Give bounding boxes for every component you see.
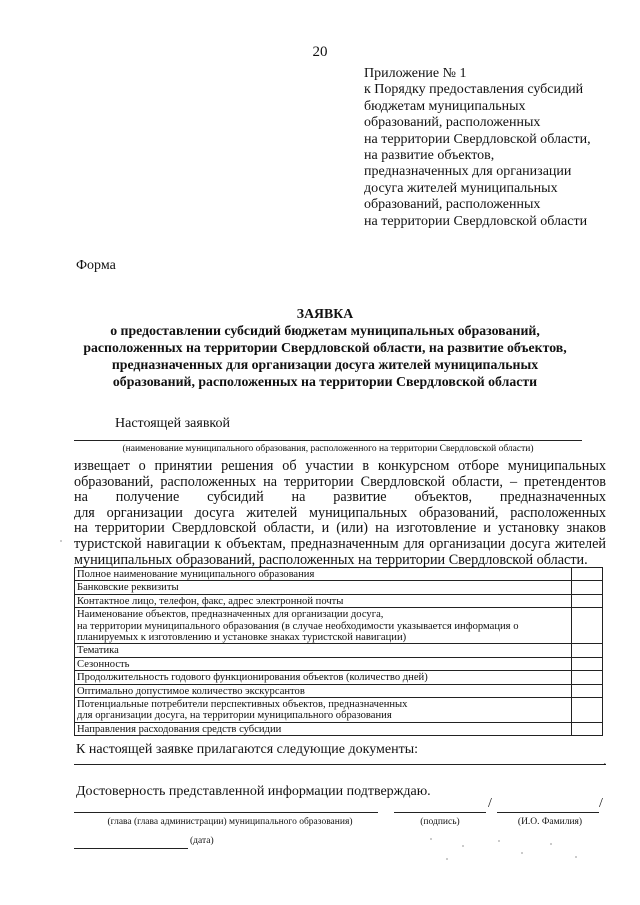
table-label-cell bbox=[75, 684, 572, 697]
appendix-line: досуга жителей муниципальных bbox=[364, 180, 558, 196]
appendix-line: предназначенных для организации bbox=[364, 164, 572, 180]
table-label-cell bbox=[75, 644, 572, 657]
table-row bbox=[75, 657, 603, 670]
scan-speck bbox=[430, 838, 432, 840]
cell-text: Потенциальные потребители перспективных объектов, предназначенных bbox=[77, 699, 408, 711]
cell-text: Оптимально допустимое количество экскурсантов bbox=[77, 685, 305, 697]
appendix-block bbox=[364, 66, 634, 230]
table-label-cell bbox=[75, 722, 572, 735]
appendix-line: на территории Свердловской области, bbox=[364, 131, 591, 147]
appendix-line: бюджетам муниципальных bbox=[364, 98, 526, 114]
cell-text: на территории муниципального образования (в случае необходимости указывается информация о bbox=[77, 620, 519, 632]
head-caption: (глава (глава администрации) муниципального образования) bbox=[107, 817, 353, 827]
table-label-cell bbox=[75, 594, 572, 607]
table-value-cell[interactable] bbox=[572, 594, 603, 607]
table-value-cell[interactable] bbox=[572, 608, 603, 644]
appendix-line: на территории Свердловской области bbox=[364, 213, 588, 229]
scan-speck bbox=[462, 845, 464, 847]
document-title bbox=[60, 305, 590, 390]
cell-text: Банковские реквизиты bbox=[77, 582, 179, 594]
title-line: о предоставлении субсидий бюджетам муниципальных образований, bbox=[110, 323, 540, 338]
scan-speck bbox=[60, 540, 62, 542]
signature-caption: (подпись) bbox=[420, 817, 460, 827]
signature-line[interactable] bbox=[394, 812, 486, 813]
paragraph-line: для организации досуга жителей муниципальных образований, расположенных bbox=[74, 504, 606, 521]
date-line[interactable] bbox=[74, 848, 188, 849]
head-signature-line[interactable] bbox=[74, 812, 378, 813]
table-label-cell bbox=[75, 608, 572, 644]
paragraph-line: на территории Свердловской области, и (или) на изготовление и установку знаков bbox=[74, 520, 606, 537]
table-value-cell[interactable] bbox=[572, 684, 603, 697]
page-number: 20 bbox=[312, 44, 328, 60]
table-value-cell[interactable] bbox=[572, 568, 603, 581]
cell-text: Тематика bbox=[77, 645, 119, 657]
paragraph-line: образований, расположенных на территории Свердловской области, – претендентов bbox=[74, 473, 606, 490]
appendix-line: к Порядку предоставления субсидий bbox=[364, 82, 584, 98]
paragraph-line: туристской навигации к объектам, предназначенным для организации досуга жителей bbox=[74, 535, 606, 552]
municipality-name-line bbox=[74, 440, 582, 441]
municipality-name-caption: (наименование муниципального образования, расположенного на территории Свердловской области) bbox=[122, 444, 534, 454]
table-label-cell bbox=[75, 581, 572, 594]
table-row bbox=[75, 581, 603, 594]
table-value-cell[interactable] bbox=[572, 657, 603, 670]
table-label-cell bbox=[75, 657, 572, 670]
body-paragraph bbox=[74, 459, 606, 568]
form-label: Форма bbox=[76, 258, 116, 273]
full-name-line[interactable] bbox=[497, 812, 599, 813]
cell-text: Контактное лицо, телефон, факс, адрес электронной почты bbox=[77, 595, 344, 607]
application-info-table bbox=[74, 567, 603, 736]
appendix-line: на развитие объектов, bbox=[364, 148, 495, 164]
table-label-cell bbox=[75, 568, 572, 581]
cell-text: Полное наименование муниципального образования bbox=[77, 569, 315, 580]
table-row bbox=[75, 722, 603, 735]
appendix-line: образований, расположенных bbox=[364, 197, 541, 213]
title-heading: ЗАЯВКА bbox=[296, 306, 354, 321]
scan-speck bbox=[550, 843, 552, 845]
cell-text: планируемых к изготовлению и установке знаках туристской навигации) bbox=[77, 632, 407, 644]
table-row bbox=[75, 671, 603, 684]
scan-speck bbox=[446, 858, 448, 860]
attachments-line[interactable] bbox=[74, 764, 606, 765]
table-row bbox=[75, 644, 603, 657]
scan-speck bbox=[498, 840, 500, 842]
table-label-cell bbox=[75, 671, 572, 684]
intro-text: Настоящей заявкой bbox=[115, 416, 231, 431]
paragraph-line: на получение субсидий на развитие объектов, предназначенных bbox=[74, 489, 606, 506]
table-row bbox=[75, 698, 603, 723]
cell-text: Наименование объектов, предназначенных для организации досуга, bbox=[77, 609, 384, 621]
title-line: образований, расположенных на территории Свердловской области bbox=[112, 374, 538, 389]
table-row bbox=[75, 594, 603, 607]
cell-text: Продолжительность годового функционирования объектов (количество дней) bbox=[77, 672, 428, 684]
table-label-cell bbox=[75, 698, 572, 723]
title-line: предназначенных для организации досуга жителей муниципальных bbox=[111, 357, 539, 372]
signature-slash: / bbox=[488, 796, 492, 811]
table-value-cell[interactable] bbox=[572, 698, 603, 723]
table-value-cell[interactable] bbox=[572, 644, 603, 657]
table-value-cell[interactable] bbox=[572, 722, 603, 735]
table-value-cell[interactable] bbox=[572, 671, 603, 684]
attachments-line-end: . bbox=[603, 754, 607, 769]
scan-speck bbox=[521, 852, 523, 854]
attachments-label: К настоящей заявке прилагаются следующие документы: bbox=[76, 742, 418, 757]
cell-text: Направления расходования средств субсидии bbox=[77, 723, 282, 735]
cell-text: для организации досуга, на территории муниципального образования bbox=[77, 710, 392, 722]
confirmation-text: Достоверность представленной информации подтверждаю. bbox=[76, 784, 431, 799]
paragraph-line: извещает о принятии решения об участии в конкурсном отборе муниципальных bbox=[74, 458, 606, 474]
paragraph-line: муниципальных образований, расположенных на территории Свердловской области. bbox=[74, 551, 588, 568]
title-line: расположенных на территории Свердловской области, на развитие объектов, bbox=[83, 340, 567, 355]
appendix-line: образований, расположенных bbox=[364, 115, 541, 131]
full-name-slash: / bbox=[599, 796, 603, 811]
cell-text: Сезонность bbox=[77, 658, 130, 670]
date-caption: (дата) bbox=[190, 836, 214, 846]
table-row bbox=[75, 568, 603, 581]
appendix-line: Приложение № 1 bbox=[364, 66, 467, 81]
table-row bbox=[75, 684, 603, 697]
table-value-cell[interactable] bbox=[572, 581, 603, 594]
name-caption: (И.О. Фамилия) bbox=[517, 817, 583, 827]
table-row bbox=[75, 608, 603, 644]
scan-speck bbox=[575, 856, 577, 858]
